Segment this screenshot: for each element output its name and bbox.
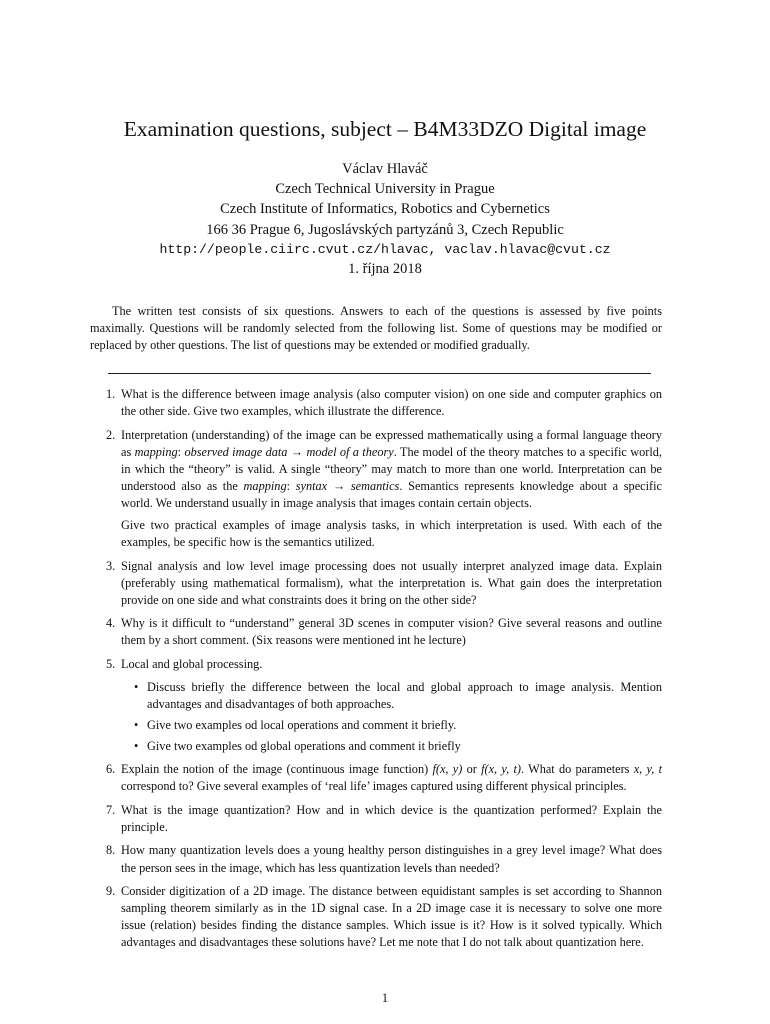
question-number: 9. bbox=[106, 884, 116, 899]
question-2 bbox=[106, 427, 662, 552]
question-text: Signal analysis and low level image processing does not usually interpret analyzed image data. Explain (preferably using mathematical formalism), what the interpretation is. What gain does the interpretation provide on one side and what constraints does it bring on the other side? bbox=[121, 558, 662, 607]
question-number: 4. bbox=[106, 616, 116, 631]
question-number: 1. bbox=[106, 387, 116, 401]
author-contact: http://people.ciirc.cvut.cz/hlavac, vaclav.hlavac@cvut.cz bbox=[159, 241, 611, 257]
question-6 bbox=[106, 761, 662, 795]
question-number: 8. bbox=[106, 843, 116, 858]
question-text: What is the image quantization? How and in which device is the quantization performed? Explain the principle. bbox=[121, 802, 662, 834]
question-8 bbox=[106, 842, 662, 876]
question-9 bbox=[106, 883, 662, 951]
question-text: Local and global processing. bbox=[121, 656, 263, 671]
bullet-item: • Give two examples od local operations and comment it briefly. bbox=[134, 717, 662, 734]
question-text: How many quantization levels does a young healthy person distinguishes in a grey level image? What does the person sees in the image, which has less quantization levels than needed? bbox=[121, 843, 662, 875]
question-list bbox=[106, 386, 662, 958]
document-title: Examination questions, subject – B4M33DZO Digital image bbox=[123, 117, 647, 141]
question-text: What is the difference between image analysis (also computer vision) on one side and computer graphics on the other side. Give two examples, which illustrate the difference. bbox=[121, 387, 662, 419]
question-number: 5. bbox=[106, 656, 116, 671]
author-affiliation-institute: Czech Institute of Informatics, Robotics and Cybernetics bbox=[220, 201, 550, 218]
question-number: 2. bbox=[106, 427, 116, 442]
document-date: 1. října 2018 bbox=[348, 261, 422, 277]
author-address: 166 36 Prague 6, Jugoslávských partyzánů 3, Czech Republic bbox=[206, 221, 564, 238]
horizontal-rule bbox=[108, 373, 651, 374]
question-text: Interpretation (understanding) of the image can be expressed mathematically using a formal language theory as mapping: observed image data → model of a theory. The model of the theory matches to a specific world, in which the “theory” is valid. A single “theory” may match to more than one world. Interpretation can be understood also as the mapping: syntax → semantics. Semantics represents knowledge about a specific world. We understand usually in image analysis that images contain certain objects. bbox=[121, 427, 662, 510]
bullet-item: • Give two examples od global operations and comment it briefly bbox=[134, 738, 662, 755]
question-4 bbox=[106, 615, 662, 649]
author-block bbox=[0, 159, 770, 260]
question-text: Why is it difficult to “understand” general 3D scenes in computer vision? Give several reasons and outline them by a short comment. (Six reasons were mentioned int he lecture) bbox=[121, 616, 662, 648]
question-number: 3. bbox=[106, 558, 116, 573]
question-text: Consider digitization of a 2D image. The distance between equidistant samples is set according to Shannon sampling theorem similarly as in the 1D signal case. In a 2D image case it is necessary to solve one more issue (relation) besides finding the distance samples. Which issue is it? How is it solved typically. Which advantages and disadvantages these solutions have? Let me note that I do not talk about quantization here. bbox=[121, 884, 662, 950]
intro-paragraph: The written test consists of six questions. Answers to each of the questions is assessed by five points maximally. Questions will be randomly selected from the following list. Some of questions may be modified or replaced by other questions. The list of questions may be extended or modified gradually. bbox=[90, 304, 662, 353]
bullet-icon: • bbox=[134, 679, 139, 694]
author-affiliation-university: Czech Technical University in Prague bbox=[275, 181, 495, 198]
bullet-list bbox=[121, 679, 662, 755]
author-name: Václav Hlaváč bbox=[342, 161, 428, 177]
question-3 bbox=[106, 558, 662, 609]
bullet-icon: • bbox=[134, 717, 139, 732]
question-text: Explain the notion of the image (continuous image function) f(x, y) or f(x, y, t). What do parameters x, y, t correspond to? Give several examples of ‘real life’ images captured using different physical principles. bbox=[121, 762, 663, 794]
question-5 bbox=[106, 656, 662, 755]
bullet-item: • Discuss briefly the difference between the local and global approach to image analysis. Mention advantages and disadvantages of both approaches. bbox=[134, 679, 662, 712]
page-number: 1 bbox=[381, 991, 389, 1005]
question-number: 6. bbox=[106, 762, 116, 777]
question-number: 7. bbox=[106, 802, 116, 817]
question-1 bbox=[106, 386, 662, 420]
question-7 bbox=[106, 802, 662, 836]
question-text-second-paragraph: Give two practical examples of image analysis tasks, in which interpretation is used. With each of the examples, be specific how is the semantics utilized. bbox=[121, 518, 662, 550]
bullet-icon: • bbox=[134, 738, 139, 753]
